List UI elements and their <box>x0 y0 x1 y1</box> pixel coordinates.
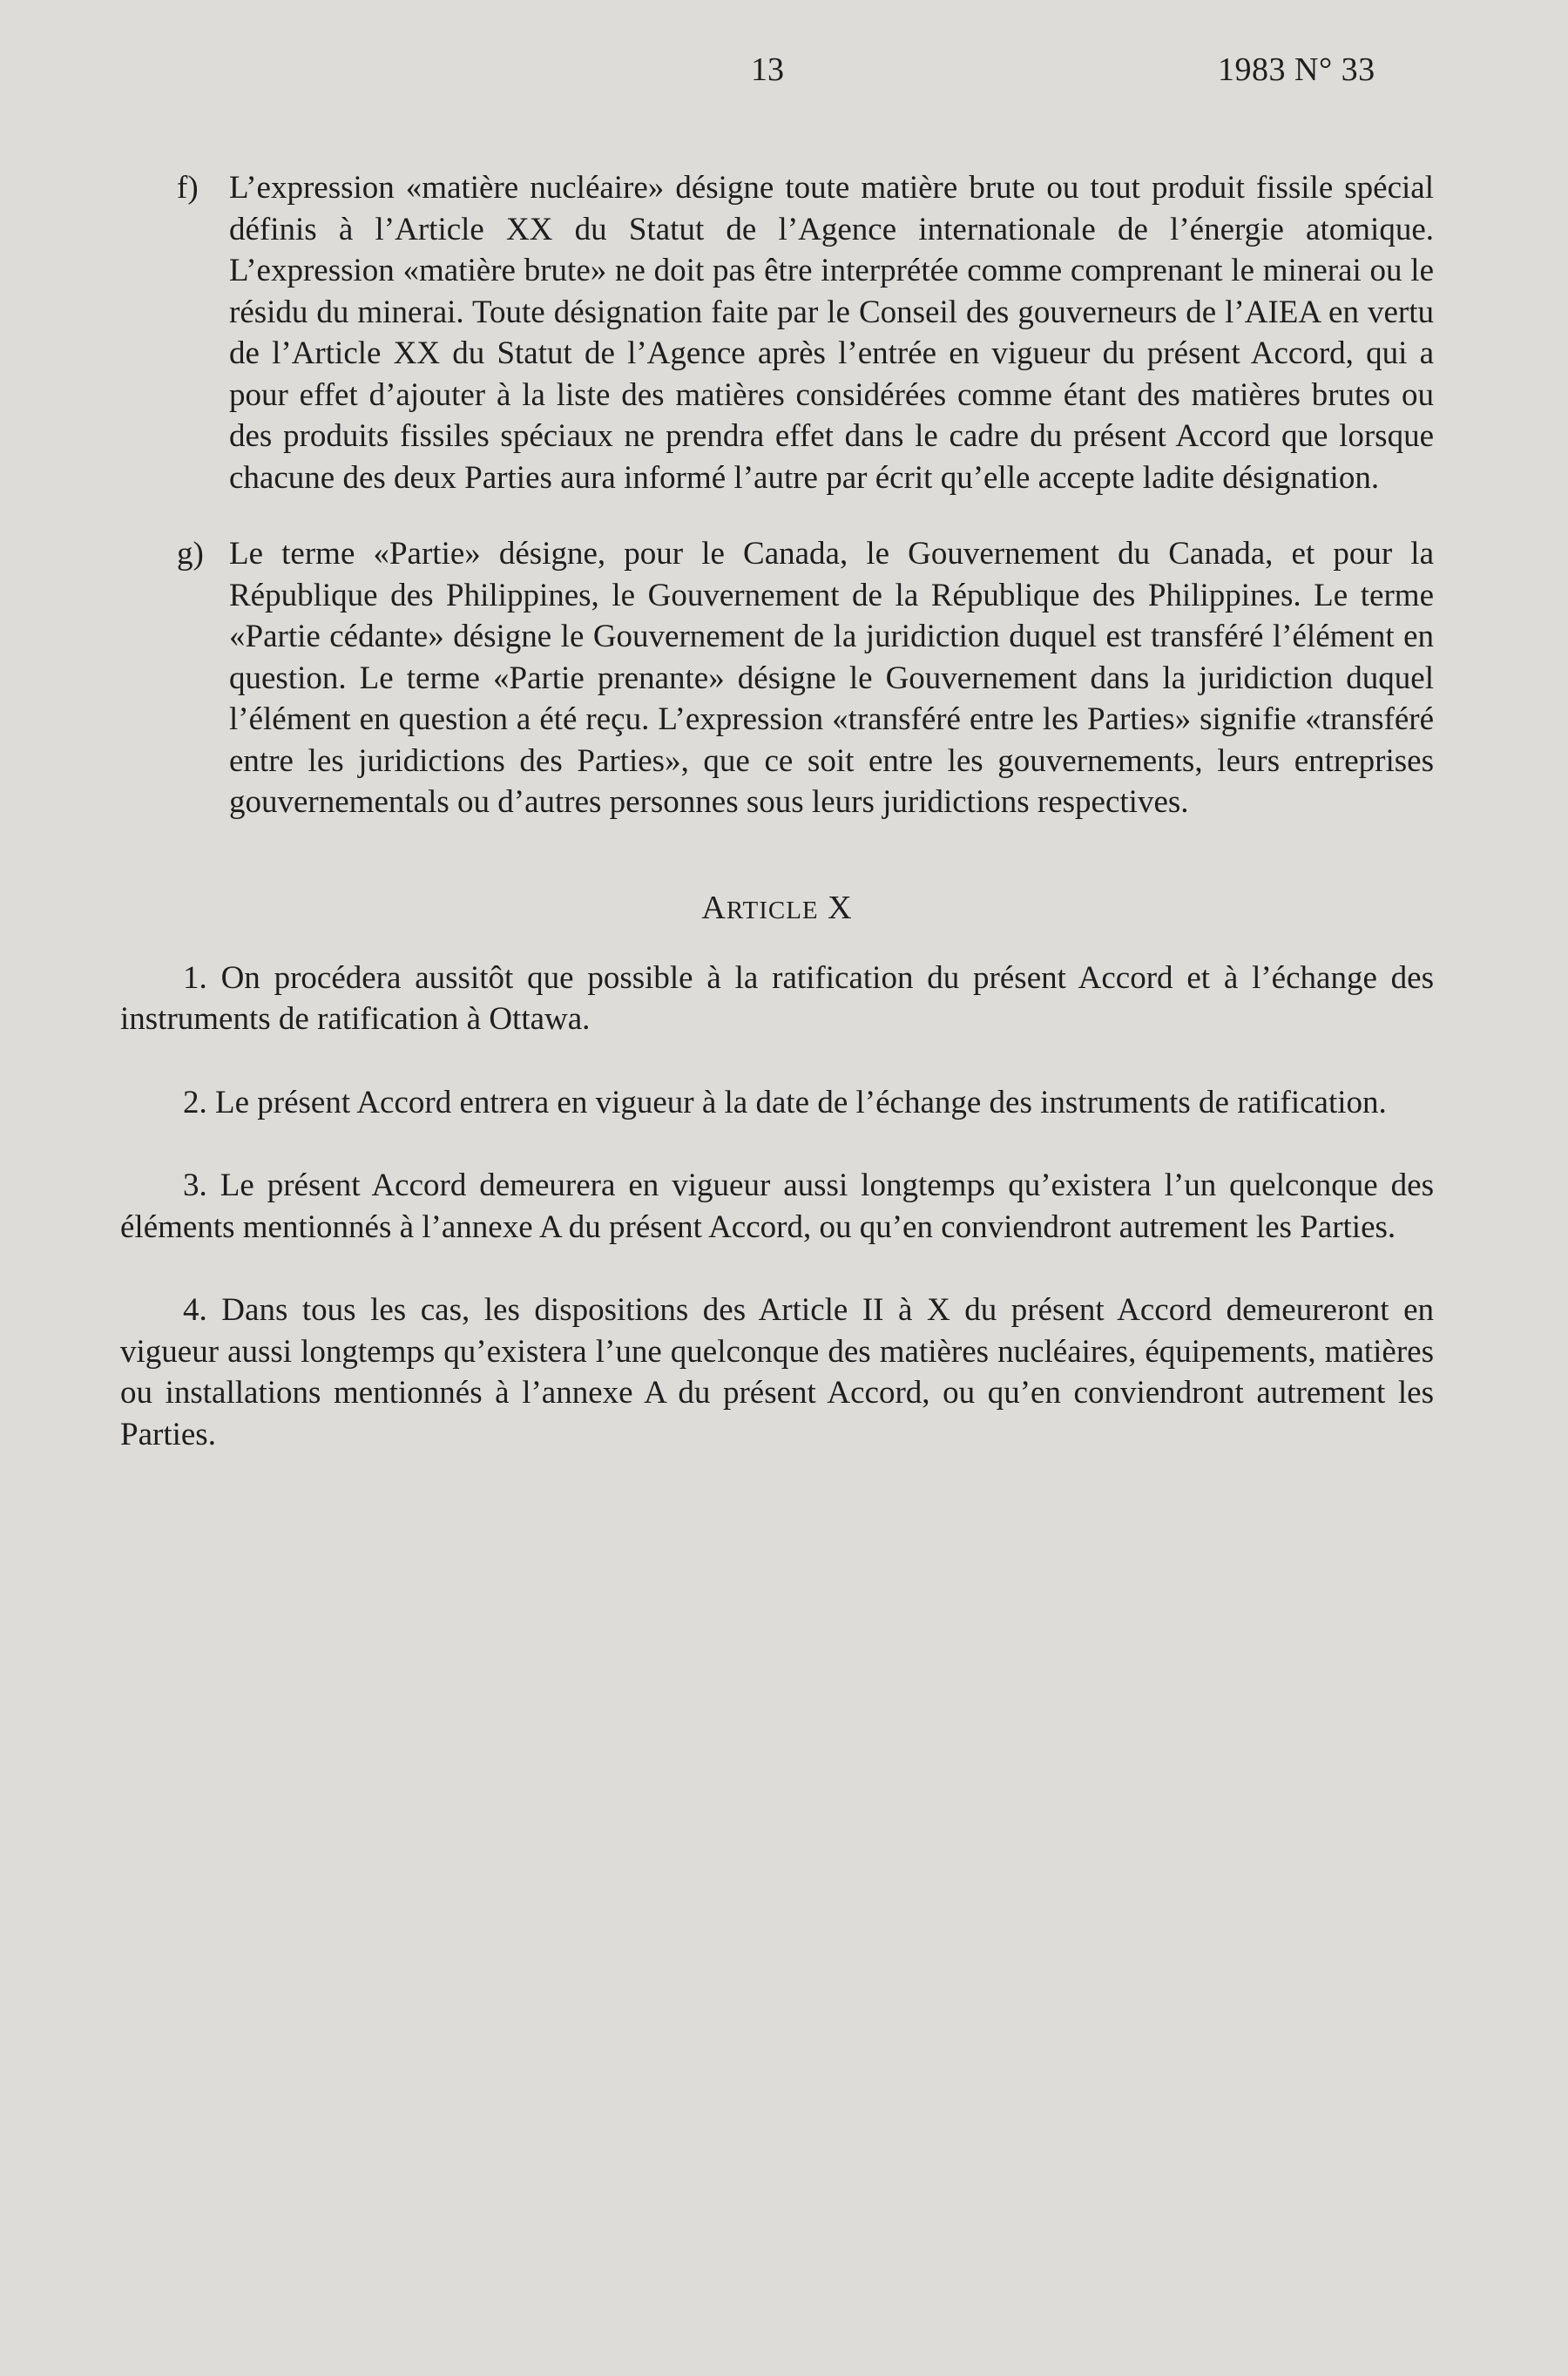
article-heading-initial: A <box>701 889 727 926</box>
item-letter: f) <box>177 170 199 206</box>
item-letter: g) <box>177 536 204 572</box>
article-paragraph-1 <box>120 958 1434 1040</box>
paragraph-number: 1. <box>183 959 207 996</box>
page-number: 13 <box>751 51 784 88</box>
definition-item-f <box>120 167 1434 498</box>
article-paragraph-3 <box>120 1165 1434 1248</box>
item-text: Le terme «Partie» désigne, pour le Canada, le Gouvernement du Canada, et pour la République des Philippines, le Gouvernement de la République des Philippines. Le terme «Partie cédante» désigne le Gouvernement de la juridiction duquel est transféré l’élément en question. Le terme «Partie prenante» désigne le Gouvernement dans la juridiction duquel l’élément en question a été reçu. L’expression «transféré entre les Parties» signifie «transféré entre les juridictions des Parties», que ce soit entre les gouvernements, leurs entreprises gouvernementals ou d’autres personnes sous leurs juridictions respectives. <box>229 536 1434 820</box>
article-paragraph-4 <box>120 1290 1434 1455</box>
paragraph-text: On procédera aussitôt que possible à la ratification du présent Accord et à l’échange des instruments de ratification à Ottawa. <box>120 959 1434 1037</box>
paragraph-number: 3. <box>183 1168 207 1203</box>
paragraph-text: Le présent Accord entrera en vigueur à la date de l’échange des instruments de ratification. <box>215 1084 1387 1120</box>
document-body <box>120 167 1434 1497</box>
article-heading-numeral: X <box>828 889 853 926</box>
document-reference: 1983 N° 33 <box>1218 51 1375 88</box>
article-paragraph-2 <box>120 1082 1434 1124</box>
paragraph-text: Le présent Accord demeurera en vigueur aussi longtemps qu’existera l’un quelconque des éléments mentionnés à l’annexe A du présent Accord, ou qu’en conviendront autrement les Parties. <box>120 1168 1435 1245</box>
paragraph-text: Dans tous les cas, les dispositions des Article II à X du présent Accord demeureront en vigueur aussi longtemps qu’existera l’une quelconque des matières nucléaires, équipements, matières ou installations mentionnés à l’annexe A du présent Accord, ou qu’en conviendront autrement les Parties. <box>120 1292 1435 1452</box>
article-heading-rest: RTICLE <box>726 896 819 924</box>
article-heading <box>120 888 1434 931</box>
paragraph-number: 4. <box>183 1292 207 1328</box>
item-text: L’expression «matière nucléaire» désigne toute matière brute ou tout produit fissile spécial définis à l’Article XX du Statut de l’Agence internationale de l’énergie atomique. L’expression «matière brute» ne doit pas être interprétée comme comprenant le minerai ou le résidu du minerai. Toute désignation faite par le Conseil des gouverneurs de l’AIEA en vertu de l’Article XX du Statut de l’Agence après l’entrée en vigueur du présent Accord, qui a pour effet d’ajouter à la liste des matières considérées comme étant des matières brutes ou des produits fissiles spéciaux ne prendra effet dans le cadre du présent Accord que lorsque chacune des deux Parties aura informé l’autre par écrit qu’elle accepte ladite désignation. <box>229 170 1434 496</box>
paragraph-number: 2. <box>183 1084 207 1120</box>
definition-item-g <box>120 533 1434 823</box>
